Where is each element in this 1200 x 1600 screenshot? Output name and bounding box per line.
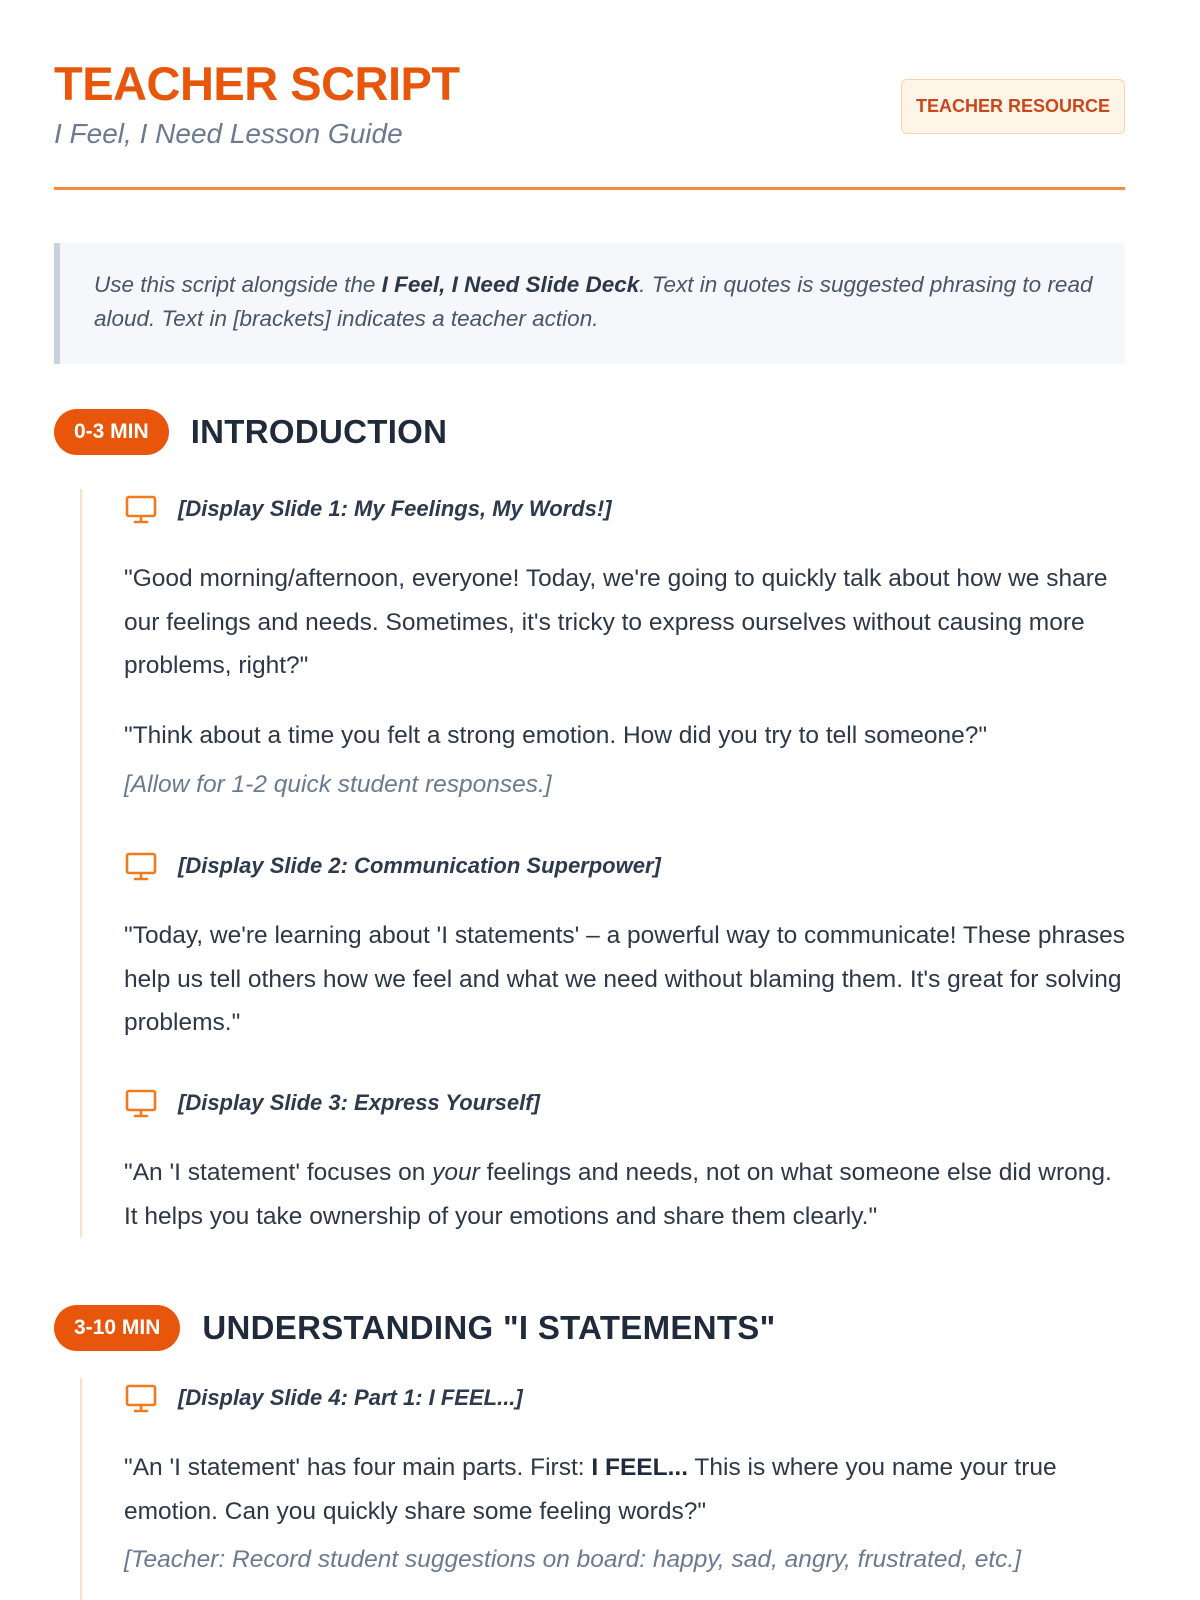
resource-badge: TEACHER RESOURCE (901, 79, 1125, 134)
note-deck-name: I Feel, I Need Slide Deck (381, 272, 640, 297)
section-title: UNDERSTANDING "I STATEMENTS" (202, 1309, 776, 1346)
header (54, 0, 1125, 190)
script-text: This is where you name your true emotion. Can you quickly share some feeling words?" (124, 1454, 1057, 1525)
teacher-action: [Teacher: Record student suggestions on board: happy, sad, angry, frustrated, etc.] (124, 1546, 1022, 1573)
emphasis-text: your (432, 1159, 480, 1186)
section-header-introduction (54, 409, 447, 455)
script-text: "An 'I statement' has four main parts. First: (124, 1454, 592, 1481)
monitor-icon (124, 1086, 158, 1120)
script-paragraph (124, 1446, 1125, 1533)
slide-cue (124, 849, 661, 883)
script-paragraph: "Good morning/afternoon, everyone! Today, we're going to quickly talk about how we share our feelings and needs. Sometimes, it's tricky to express ourselves without causing more problems, right?" (124, 565, 1108, 679)
time-badge: 0-3 MIN (54, 409, 169, 455)
instructions-note (54, 243, 1125, 364)
section-rail (80, 1378, 82, 1600)
slide-cue-text: [Display Slide 4: Part 1: I FEEL...] (178, 1385, 523, 1410)
section-header-understanding (54, 1305, 776, 1351)
note-text-2: . Text in quotes is suggested phrasing to read aloud. Text in [brackets] indicates a teacher action. (94, 272, 1093, 331)
section-rail (80, 489, 82, 1237)
slide-cue-text: [Display Slide 2: Communication Superpower] (178, 853, 661, 878)
note-text-1: Use this script alongside the (94, 272, 382, 297)
monitor-icon (124, 1381, 158, 1415)
page-subtitle: I Feel, I Need Lesson Guide (54, 118, 403, 149)
script-text: feelings and needs, not on what someone else did wrong. It helps you take ownership of your emotions and share them clearly." (124, 1159, 1112, 1230)
script-text: "An 'I statement' focuses on (124, 1159, 433, 1186)
slide-cue (124, 1086, 540, 1120)
monitor-icon (124, 849, 158, 883)
slide-cue-text: [Display Slide 1: My Feelings, My Words!] (178, 496, 612, 521)
slide-cue-text: [Display Slide 3: Express Yourself] (178, 1090, 540, 1115)
script-paragraph: "Today, we're learning about 'I statements' – a powerful way to communicate! These phrases help us tell others how we feel and what we need without blaming them. It's great for solving problems." (124, 922, 1125, 1036)
script-paragraph (124, 1151, 1125, 1238)
slide-cue (124, 492, 612, 526)
time-badge: 3-10 MIN (54, 1305, 180, 1351)
teacher-action: [Allow for 1-2 quick student responses.] (124, 771, 552, 798)
slide-cue (124, 1381, 523, 1415)
emphasis-text: I FEEL... (591, 1454, 689, 1481)
section-title: INTRODUCTION (190, 413, 448, 450)
script-paragraph: "Think about a time you felt a strong emotion. How did you try to tell someone?" (124, 722, 988, 749)
page-title: TEACHER SCRIPT (54, 57, 460, 110)
monitor-icon (124, 492, 158, 526)
